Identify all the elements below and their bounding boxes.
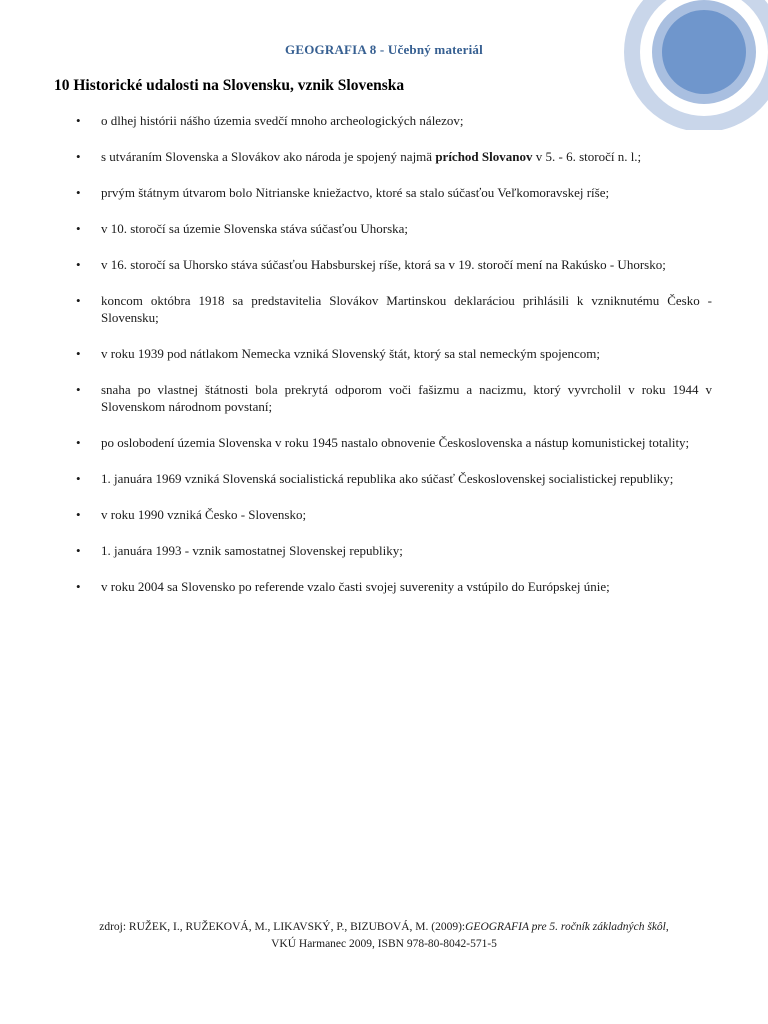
citation-line-2: VKÚ Harmanec 2009, ISBN 978-80-8042-571-5 [271, 938, 497, 950]
list-item: • prvým štátnym útvarom bolo Nitrianske kniežactvo, ktoré sa stalo súčasťou Veľkomoravskej ríše; [76, 185, 610, 200]
list-item: • koncom októbra 1918 sa predstavitelia Slovákov Martinskou deklaráciou prihlásili k vzniknutému Česko - Slovensku; [76, 293, 712, 325]
list-item: • v roku 1990 vzniká Česko - Slovensko; [76, 507, 307, 522]
list-item: • po oslobodení územia Slovenska v roku 1945 nastalo obnovenie Československa a nástup komunistickej totality; [76, 435, 690, 450]
list-item: • snaha po vlastnej štátnosti bola prekrytá odporom voči fašizmu a nacizmu, ktorý vyvrcholil v roku 1944 v Slovenskom národnom povstaní; [76, 382, 712, 414]
list-item: • v 16. storočí sa Uhorsko stáva súčasťou Habsburskej ríše, ktorá sa v 19. storočí mení na Rakúsko - Uhorsko; [76, 257, 666, 272]
section-title: 10 Historické udalosti na Slovensku, vznik Slovenska [54, 77, 405, 94]
list-item: • s utváraním Slovenska a Slovákov ako národa je spojený najmä príchod Slovanov v 5. - 6. storočí n. l.; [76, 149, 642, 164]
list-item: • o dlhej histórii nášho územia svedčí mnoho archeologických nálezov; [76, 113, 464, 128]
decorative-circles [596, 0, 768, 130]
source-citation [0, 919, 768, 953]
list-item: • v roku 2004 sa Slovensko po referende vzalo časti svojej suverenity a vstúpilo do Európskej únie; [76, 579, 610, 594]
list-item: • v 10. storočí sa územie Slovenska stáva súčasťou Uhorska; [76, 221, 409, 236]
events-list [76, 112, 712, 614]
citation-line-1: zdroj: RUŽEK, I., RUŽEKOVÁ, M., LIKAVSKÝ, P., BIZUBOVÁ, M. (2009):GEOGRAFIA pre 5. ročník základných škôl, [99, 921, 669, 933]
list-item: • 1. januára 1969 vzniká Slovenská socialistická republika ako súčasť Československej socialistickej republiky; [76, 471, 674, 486]
list-item: • 1. januára 1993 - vznik samostatnej Slovenskej republiky; [76, 543, 403, 558]
page-header: GEOGRAFIA 8 - Učebný materiál [285, 42, 483, 57]
list-item: • v roku 1939 pod nátlakom Nemecka vzniká Slovenský štát, ktorý sa stal nemeckým spojencom; [76, 346, 600, 361]
